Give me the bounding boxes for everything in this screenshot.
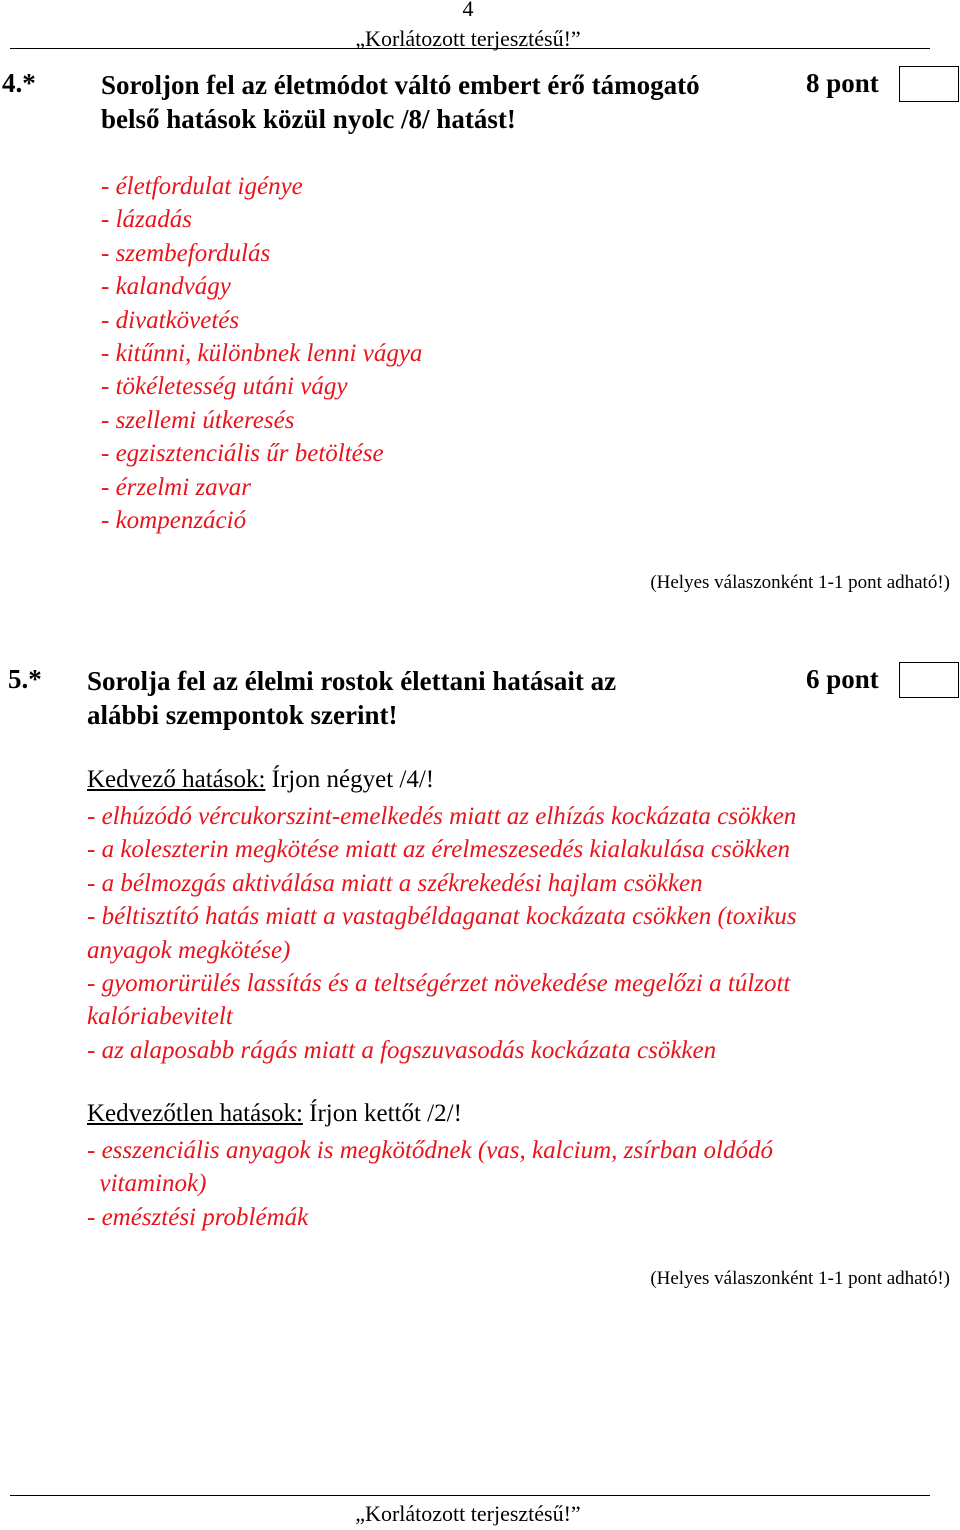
footer-rule	[10, 1495, 930, 1496]
footer-restricted-notice: „Korlátozott terjesztésű!”	[355, 1501, 581, 1526]
answer-item: - esszenciális anyagok is megkötődnek (vas, kalcium, zsírban oldódó	[87, 1137, 773, 1164]
answer-item: vitaminok)	[87, 1170, 207, 1198]
answer-item: - kompenzáció	[101, 507, 247, 535]
answer-item: - egzisztenciális űr betöltése	[101, 440, 384, 468]
page-number: 4	[462, 0, 474, 21]
answer-item: - elhúzódó vércukorszint-emelkedés miatt az elhízás kockázata csökken	[87, 803, 797, 830]
q5-title-line1: Sorolja fel az élelmi rostok élettani hatásait az	[87, 666, 617, 696]
answer-item: - gyomorürülés lassítás és a teltségérzet növekedése megelőzi a túlzott	[87, 970, 791, 998]
q4-title-line1: Soroljon fel az életmódot váltó embert érő támogató	[101, 70, 700, 100]
q5-scoring-note: (Helyes válaszonként 1-1 pont adható!)	[650, 1268, 950, 1289]
answer-item: - kitűnni, különbnek lenni vágya	[101, 340, 423, 368]
q5-favorable-answer-list	[87, 800, 797, 1067]
answer-item: - kalandvágy	[101, 273, 231, 301]
q5-number: 5.*	[8, 664, 42, 694]
q5-unfavorable-heading-row	[87, 1100, 462, 1128]
q4-answer-list	[101, 170, 422, 537]
answer-item: - érzelmi zavar	[101, 473, 251, 501]
answer-item: - a koleszterin megkötése miatt az érelmeszesedés kialakulása csökken	[87, 836, 791, 864]
q4-number: 4.*	[2, 68, 36, 98]
q5-unfavorable-answer-list	[87, 1134, 773, 1234]
answer-item: - lázadás	[101, 206, 192, 234]
q5-unfavorable-heading: Kedvezőtlen hatások:	[87, 1100, 303, 1127]
q4-title	[101, 68, 700, 136]
answer-item: - szembefordulás	[101, 239, 271, 267]
answer-item: - az alaposabb rágás miatt a fogszuvasodás kockázata csökken	[87, 1036, 717, 1064]
answer-item: - a bélmozgás aktiválása miatt a székrekedési hajlam csökken	[87, 869, 703, 897]
q4-score-box[interactable]	[899, 66, 959, 102]
q5-title-line2: alábbi szempontok szerint!	[87, 700, 398, 730]
q4-title-line2: belső hatások közül nyolc /8/ hatást!	[101, 104, 516, 134]
answer-item: - béltisztító hatás miatt a vastagbéldaganat kockázata csökken (toxikus	[87, 903, 797, 931]
q5-unfavorable-instruction: Írjon kettőt /2/!	[309, 1100, 462, 1127]
header-restricted-notice: „Korlátozott terjesztésű!”	[355, 26, 581, 51]
q5-favorable-heading-row	[87, 766, 434, 794]
answer-item: - életfordulat igénye	[101, 173, 303, 200]
q5-favorable-instruction: Írjon négyet /4/!	[271, 766, 435, 793]
q5-points: 6 pont	[806, 664, 879, 694]
q5-score-box[interactable]	[899, 662, 959, 698]
q4-points: 8 pont	[806, 68, 879, 98]
q5-title	[87, 664, 616, 732]
answer-item: - divatkövetés	[101, 306, 240, 334]
answer-item: - szellemi útkeresés	[101, 406, 295, 434]
answer-item: anyagok megkötése)	[87, 936, 291, 964]
q4-scoring-note: (Helyes válaszonként 1-1 pont adható!)	[650, 572, 950, 593]
answer-item: kalóriabevitelt	[87, 1003, 233, 1031]
q5-favorable-heading: Kedvező hatások:	[87, 766, 266, 793]
answer-item: - tökéletesség utáni vágy	[101, 373, 348, 401]
answer-item: - emésztési problémák	[87, 1203, 309, 1231]
header-rule	[10, 48, 930, 49]
